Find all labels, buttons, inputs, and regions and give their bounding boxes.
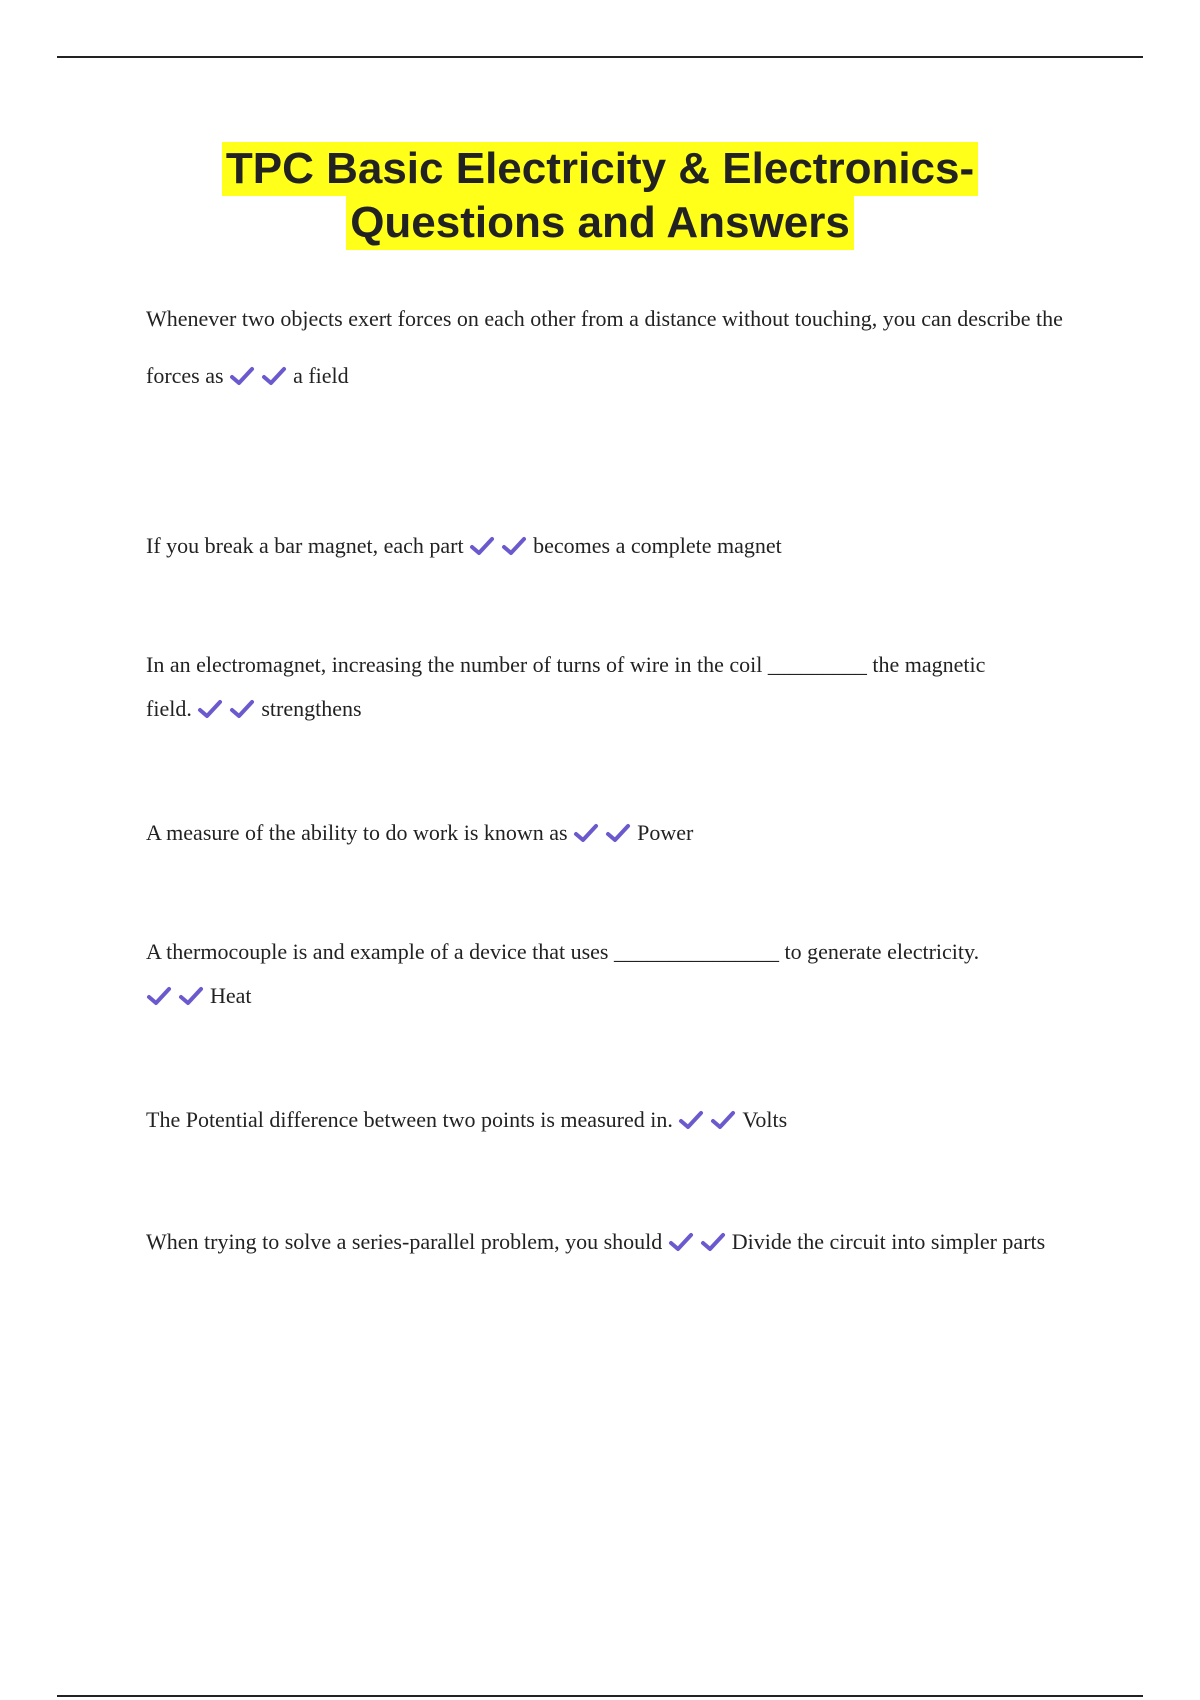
page-title bbox=[0, 142, 1200, 250]
answer-text: Heat bbox=[210, 983, 252, 1008]
qa-item-6 bbox=[146, 1098, 1086, 1142]
answer-checks bbox=[678, 1107, 742, 1132]
qa-item-7 bbox=[146, 1219, 1086, 1265]
question-text: Whenever two objects exert forces on each other from a distance without touching, you can describe the bbox=[146, 306, 1063, 331]
question-text: forces as bbox=[146, 363, 224, 388]
question-text: When trying to solve a series-parallel problem, you should bbox=[146, 1229, 663, 1254]
check-icon bbox=[261, 365, 287, 387]
question-text: If you break a bar magnet, each part bbox=[146, 533, 464, 558]
answer-checks bbox=[668, 1229, 732, 1254]
question-text: A measure of the ability to do work is known as bbox=[146, 820, 568, 845]
check-icon bbox=[229, 365, 255, 387]
title-line-1: TPC Basic Electricity & Electronics- bbox=[222, 142, 978, 196]
answer-text: Volts bbox=[742, 1107, 788, 1132]
qa-item-2 bbox=[146, 524, 1086, 568]
check-icon bbox=[229, 698, 255, 720]
check-icon bbox=[178, 985, 204, 1007]
check-icon bbox=[197, 698, 223, 720]
question-text: A thermocouple is and example of a device that uses _______________ to generate electricity. bbox=[146, 939, 980, 964]
qa-item-4 bbox=[146, 811, 1086, 855]
bottom-rule bbox=[57, 1695, 1143, 1697]
title-line-2: Questions and Answers bbox=[346, 196, 854, 250]
question-text: In an electromagnet, increasing the number of turns of wire in the coil _________ the magnetic bbox=[146, 652, 986, 677]
check-icon bbox=[700, 1231, 726, 1253]
check-icon bbox=[678, 1109, 704, 1131]
answer-checks bbox=[469, 533, 533, 558]
answer-text: Divide the circuit into simpler parts bbox=[731, 1229, 1046, 1254]
check-icon bbox=[605, 822, 631, 844]
check-icon bbox=[501, 535, 527, 557]
check-icon bbox=[469, 535, 495, 557]
qa-item-3 bbox=[146, 643, 1086, 731]
question-text: The Potential difference between two points is measured in. bbox=[146, 1107, 673, 1132]
check-icon bbox=[573, 822, 599, 844]
answer-checks bbox=[146, 983, 210, 1008]
answer-checks bbox=[197, 696, 261, 721]
question-text: field. bbox=[146, 696, 192, 721]
answer-text: a field bbox=[293, 363, 349, 388]
check-icon bbox=[710, 1109, 736, 1131]
top-rule bbox=[57, 56, 1143, 58]
check-icon bbox=[668, 1231, 694, 1253]
answer-text: strengthens bbox=[261, 696, 362, 721]
answer-text: becomes a complete magnet bbox=[533, 533, 782, 558]
answer-checks bbox=[573, 820, 637, 845]
check-icon bbox=[146, 985, 172, 1007]
qa-item-1 bbox=[146, 298, 1086, 398]
qa-item-5 bbox=[146, 930, 1086, 1018]
answer-checks bbox=[229, 363, 293, 388]
answer-text: Power bbox=[637, 820, 694, 845]
